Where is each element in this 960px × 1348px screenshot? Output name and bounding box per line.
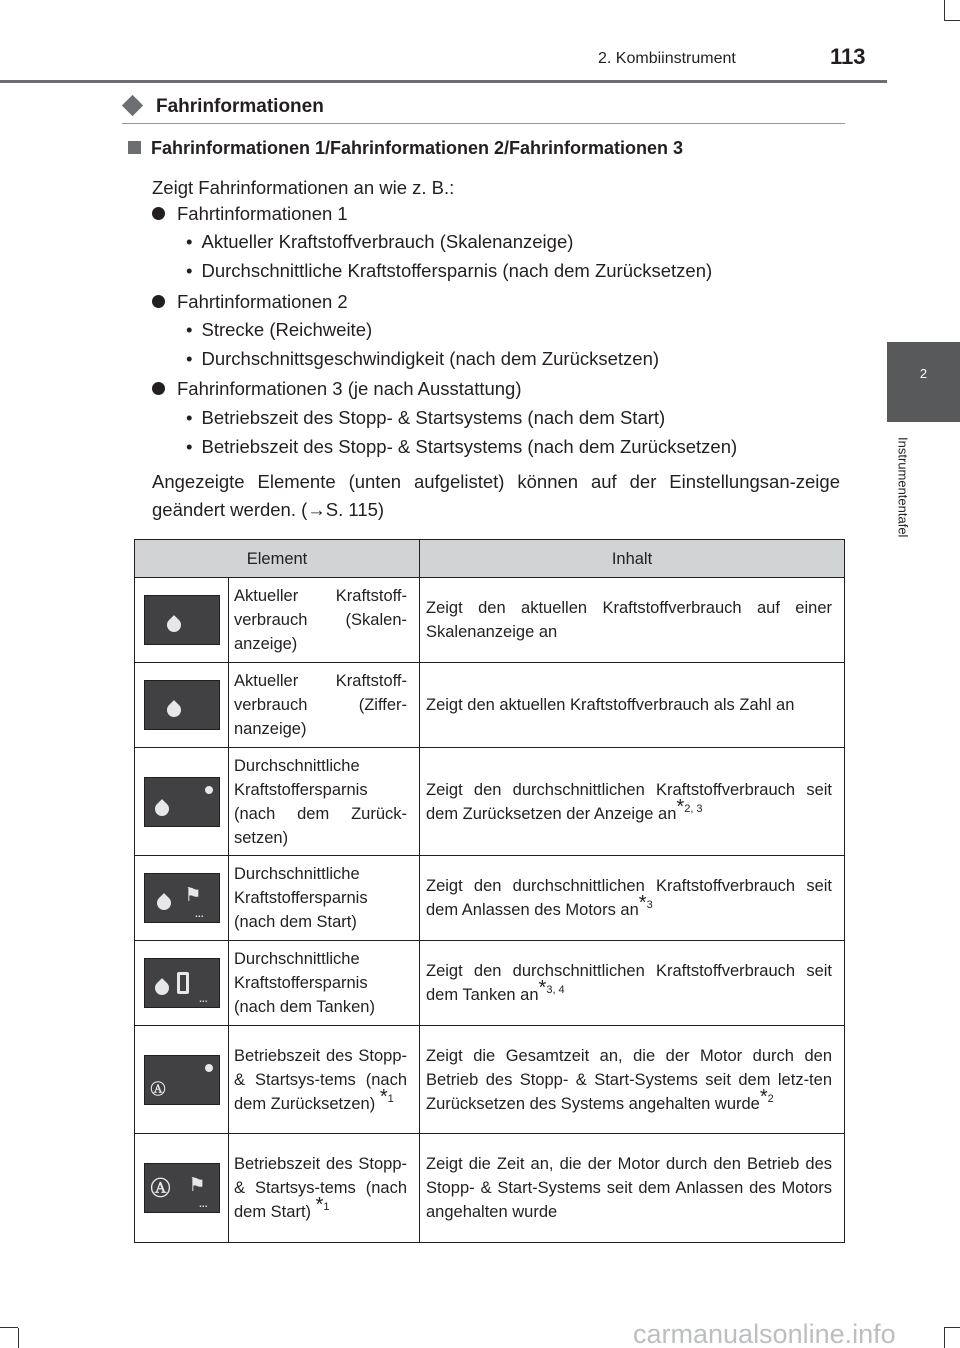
note-text: Angezeigte Elemente (unten aufgelistet) können auf der Einstellungsan-zeige geändert werden. (→S. 115) (152, 471, 840, 520)
table-row (135, 663, 845, 748)
element-name: Aktueller Kraftstoff-verbrauch (Ziffer-nanzeige) (229, 663, 420, 748)
page-number: 113 (830, 44, 866, 69)
crop-mark (944, 0, 945, 20)
running-header: 2. Kombiinstrument (598, 50, 736, 67)
crop-mark (944, 1327, 960, 1328)
header-element: Element (135, 540, 420, 578)
element-name: Durchschnittliche Kraftstoffersparnis (nach dem Start) (229, 856, 420, 941)
crop-mark (0, 1327, 18, 1328)
subheading (128, 138, 683, 159)
list-item: • Strecke (Reichweite) (186, 319, 372, 341)
fuel-drop-gauge-icon (144, 595, 220, 645)
stop-start-flag-icon: Ⓐ ⚑ ... (144, 1163, 220, 1213)
group-title: Fahrtinformationen 1 (152, 203, 348, 225)
diamond-icon (122, 95, 143, 116)
fuel-drop-reset-icon (144, 777, 220, 827)
subheading-text: Fahrinformationen 1/Fahrinformationen 2/Fahrinformationen 3 (151, 138, 684, 158)
element-content: Zeigt den aktuellen Kraftstoffverbrauch als Zahl an (420, 663, 845, 748)
chapter-label: Instrumententafel (895, 437, 911, 538)
element-name: Durchschnittliche Kraftstoffersparnis (nach dem Zurück-setzen) (229, 748, 420, 856)
bullet-icon (152, 382, 165, 395)
element-content: Zeigt den durchschnittlichen Kraftstoffverbrauch seit dem Anlassen des Motors an*$^3$ (420, 856, 845, 941)
table-row (135, 941, 845, 1026)
element-content: Zeigt die Zeit an, die der Motor durch den Betrieb des Stopp- & Start-Systems seit dem Anlassen des Motors angehalten wurde (420, 1134, 845, 1243)
section-heading (122, 96, 845, 124)
element-name: Durchschnittliche Kraftstoffersparnis (nach dem Tanken) (229, 941, 420, 1026)
chapter-tab (887, 342, 960, 422)
list-item: • Betriebszeit des Stopp- & Startsystems (nach dem Zurücksetzen) (186, 436, 737, 458)
fuel-drop-flag-icon: ⚑ ... (144, 873, 220, 923)
list-item: • Aktueller Kraftstoffverbrauch (Skalenanzeige) (186, 231, 573, 253)
fuel-drop-icon (144, 680, 220, 730)
table-header-row (135, 540, 845, 578)
intro-text: Zeigt Fahrinformationen an wie z. B.: (152, 177, 455, 198)
element-content: Zeigt den durchschnittlichen Kraftstoffverbrauch seit dem Zurücksetzen der Anzeige an*$^{2, 3}$ (420, 748, 845, 856)
chapter-label-container (893, 437, 913, 577)
table-row (135, 856, 845, 941)
list-item: • Durchschnittliche Kraftstoffersparnis (nach dem Zurücksetzen) (186, 260, 712, 282)
bullet-icon (152, 207, 165, 220)
chapter-number: 2 (919, 366, 928, 381)
element-name: Aktueller Kraftstoff-verbrauch (Skalen-anzeige) (229, 578, 420, 663)
group-title: Fahrinformationen 3 (je nach Ausstattung) (152, 378, 522, 400)
table-row (135, 578, 845, 663)
table-row (135, 1026, 845, 1134)
list-item: • Durchschnittsgeschwindigkeit (nach dem Zurücksetzen) (186, 348, 659, 370)
element-content: Zeigt den durchschnittlichen Kraftstoffverbrauch seit dem Tanken an*$^{3, 4}$ (420, 941, 845, 1026)
element-content: Zeigt die Gesamtzeit an, die der Motor durch den Betrieb des Stopp- & Start-Systems seit dem letz-ten Zurücksetzen des Systems angehalten wurde*$^2$ (420, 1026, 845, 1134)
info-table (134, 539, 845, 1243)
element-content: Zeigt den aktuellen Kraftstoffverbrauch auf einer Skalenanzeige an (420, 578, 845, 663)
crop-mark (18, 1328, 19, 1348)
table-row (135, 1134, 845, 1243)
stop-start-reset-icon: Ⓐ (144, 1055, 220, 1105)
bullet-icon (152, 295, 165, 308)
square-bullet-icon (128, 141, 141, 154)
crop-mark (944, 20, 960, 21)
crop-mark (944, 1328, 945, 1348)
watermark: carmanualsonline.info (633, 1319, 896, 1348)
header-content: Inhalt (420, 540, 845, 578)
element-name: Betriebszeit des Stopp- & Startsys-tems (nach dem Zurücksetzen) *$^1$ (229, 1026, 420, 1134)
group-title: Fahrtinformationen 2 (152, 291, 348, 313)
list-item: • Betriebszeit des Stopp- & Startsystems (nach dem Start) (186, 407, 665, 429)
element-name: Betriebszeit des Stopp- & Startsys-tems (nach dem Start) *$^1$ (229, 1134, 420, 1243)
header-rule (0, 80, 887, 83)
fuel-drop-pump-icon: ... (144, 958, 220, 1008)
table-row (135, 748, 845, 856)
section-title: Fahrinformationen (156, 96, 324, 117)
